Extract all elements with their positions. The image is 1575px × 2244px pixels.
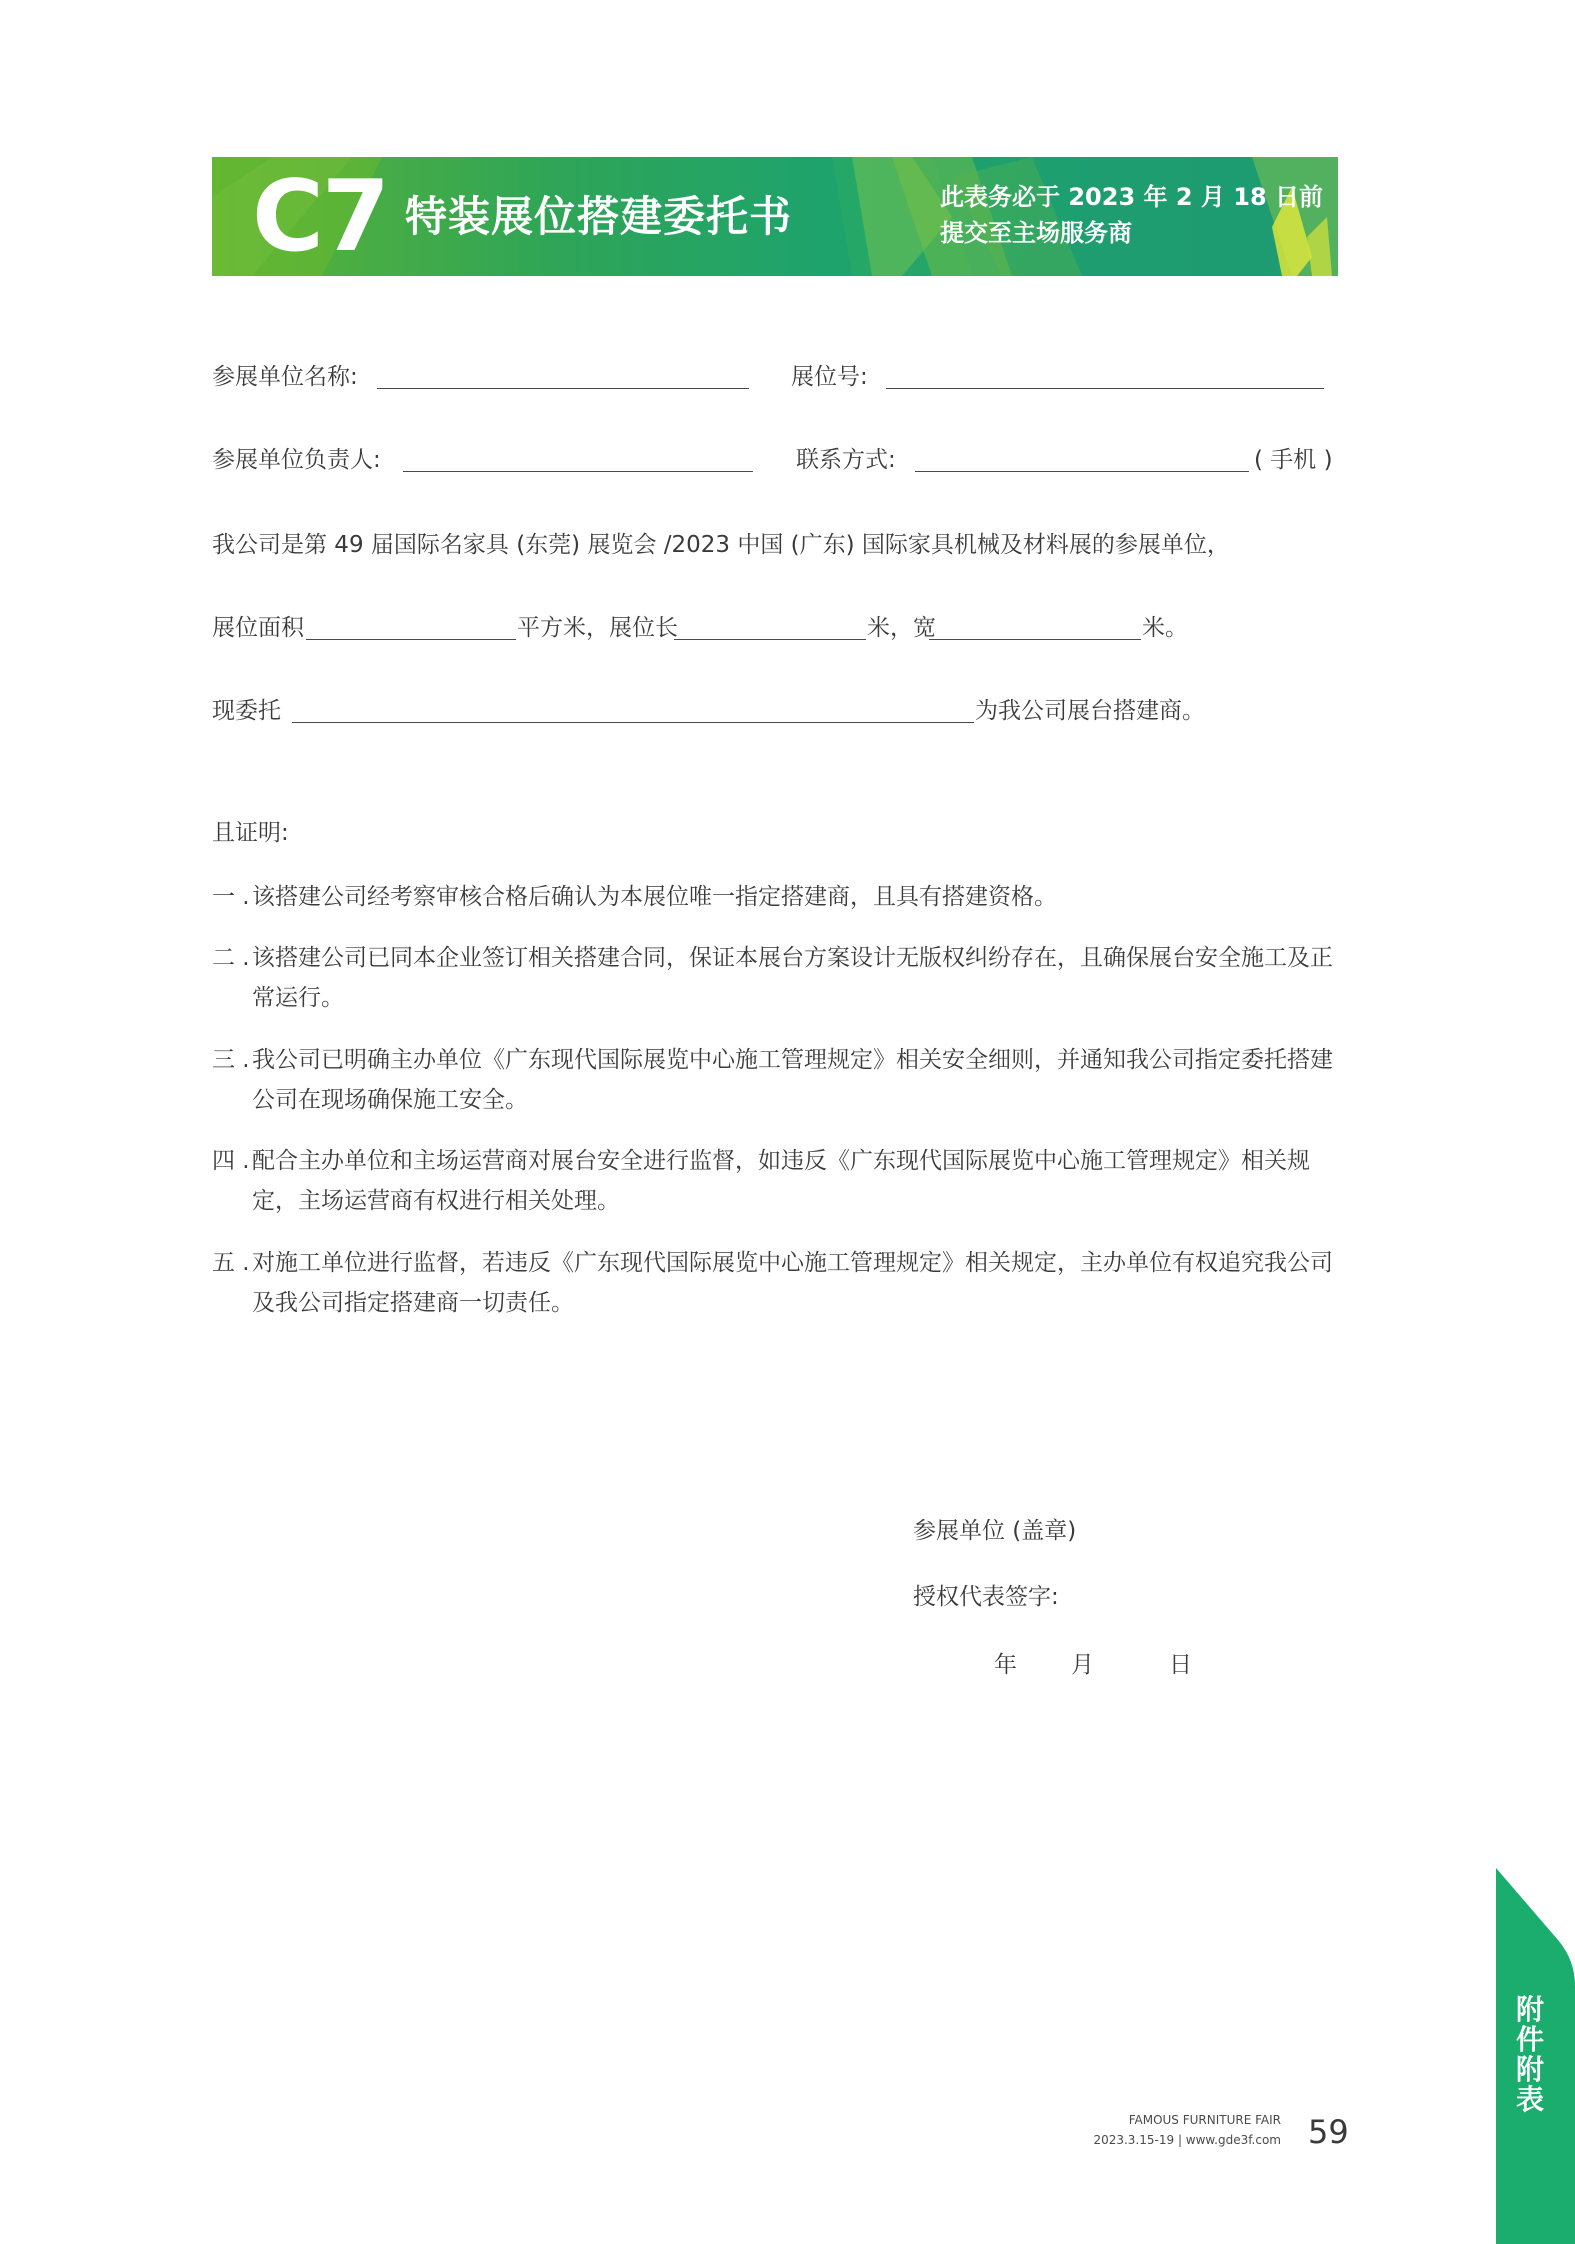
clause-number: 一 . <box>212 884 250 910</box>
exhibitor-name-label: 参展单位名称: <box>212 364 358 390</box>
form-code: C7 <box>252 160 389 274</box>
clause-text: 该搭建公司经考察审核合格后确认为本展位唯一指定搭建商，且具有搭建资格。 <box>252 884 1057 910</box>
booth-area-label: 展位面积 <box>212 615 304 641</box>
footer-brand: FAMOUS FURNITURE FAIR <box>1128 2113 1281 2127</box>
builder-name-field[interactable] <box>292 722 974 723</box>
representative-signature-label[interactable]: 授权代表签字: <box>913 1584 1059 1610</box>
date-year-label: 年 <box>994 1652 1017 1678</box>
clause-number: 四 . <box>212 1148 250 1174</box>
certify-heading: 且证明: <box>212 820 289 846</box>
booth-no-field[interactable] <box>886 388 1324 389</box>
clause-text: 配合主办单位和主场运营商对展台安全进行监督，如违反《广东现代国际展览中心施工管理规定》相关规定，主场运营商有权进行相关处理。 <box>252 1148 1310 1214</box>
deadline-line-1: 此表务必于 2023 年 2 月 18 日前 <box>940 183 1324 211</box>
contact-label: 联系方式: <box>796 447 896 473</box>
submission-deadline <box>940 179 1323 251</box>
form-title: 特装展位搭建委托书 <box>405 192 793 241</box>
entrust-label: 现委托 <box>212 698 281 724</box>
intro-text: 我公司是第 49 届国际名家具 (东莞) 展览会 /2023 中国 (广东) 国际家具机械及材料展的参展单位， <box>212 532 1230 558</box>
deadline-line-2: 提交至主场服务商 <box>940 219 1132 247</box>
date-day-label: 日 <box>1169 1652 1192 1678</box>
contact-field[interactable] <box>915 471 1249 472</box>
clause-1 <box>212 877 1342 917</box>
entrust-suffix: 为我公司展台搭建商。 <box>975 698 1205 724</box>
exhibitor-head-field[interactable] <box>403 471 753 472</box>
contact-suffix: ( 手机 ) <box>1254 447 1333 473</box>
area-unit-label: 平方米，展位长 <box>517 615 678 641</box>
booth-width-field[interactable] <box>929 639 1141 640</box>
appendix-tab-label: 附件附表 <box>1515 1993 1544 2116</box>
clause-2 <box>212 938 1342 1018</box>
exhibitor-head-label: 参展单位负责人: <box>212 447 381 473</box>
exhibitor-name-field[interactable] <box>377 388 749 389</box>
footer-meta: 2023.3.15-19 | www.gde3f.com <box>1093 2133 1281 2147</box>
booth-no-label: 展位号: <box>791 364 868 390</box>
header-banner <box>212 157 1338 276</box>
page-number: 59 <box>1308 2113 1349 2151</box>
date-month-label: 月 <box>1071 1652 1094 1678</box>
clause-text: 我公司已明确主办单位《广东现代国际展览中心施工管理规定》相关安全细则，并通知我公司指定委托搭建公司在现场确保施工安全。 <box>252 1047 1333 1113</box>
clause-number: 三 . <box>212 1047 250 1073</box>
clause-4 <box>212 1141 1342 1221</box>
clause-text: 对施工单位进行监督，若违反《广东现代国际展览中心施工管理规定》相关规定，主办单位有权追究我公司及我公司指定搭建商一切责任。 <box>252 1250 1333 1316</box>
booth-length-field[interactable] <box>674 639 866 640</box>
booth-area-field[interactable] <box>306 639 516 640</box>
clause-3 <box>212 1040 1342 1120</box>
clause-number: 五 . <box>212 1250 250 1276</box>
clause-number: 二 . <box>212 945 250 971</box>
seal-label: 参展单位 (盖章) <box>913 1518 1077 1544</box>
width-unit-label: 米。 <box>1142 615 1188 641</box>
clause-5 <box>212 1243 1342 1323</box>
clause-text: 该搭建公司已同本企业签订相关搭建合同，保证本展台方案设计无版权纠纷存在，且确保展台安全施工及正常运行。 <box>252 945 1333 1011</box>
length-unit-label: 米，宽 <box>867 615 936 641</box>
